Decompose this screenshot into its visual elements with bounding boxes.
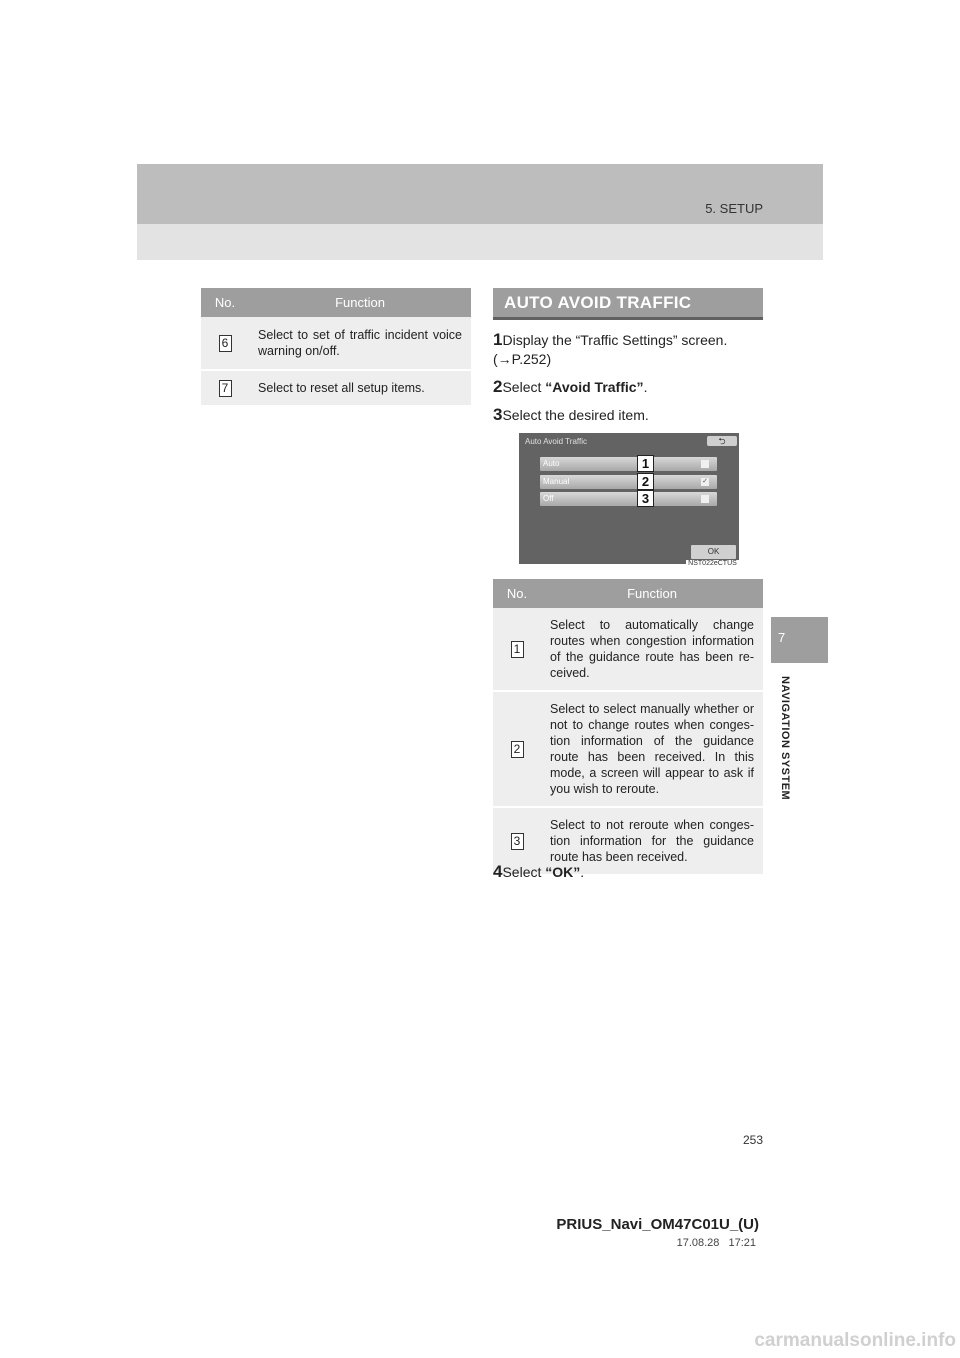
item-number: 7 — [219, 380, 232, 397]
function-table-left — [201, 288, 471, 407]
column-header-no: No. — [201, 288, 249, 317]
option-off[interactable] — [540, 492, 717, 506]
step-text-end: . — [580, 864, 585, 880]
step-number: 4 — [493, 862, 503, 881]
callout-3: 3 — [637, 490, 654, 507]
section-heading-text: AUTO AVOID TRAFFIC — [504, 293, 692, 312]
callout-2: 2 — [637, 473, 654, 490]
table-row — [493, 691, 763, 807]
chapter-title: NAVIGATION SYSTEM — [779, 676, 791, 801]
step-text: Display the “Traffic Settings” screen. (→P.252) — [493, 332, 728, 367]
step-number: 3 — [493, 405, 503, 424]
function-text: Select to select manually whether or not to change routes when conges-tion information of the guidance route has been received. In this mode, a screen will appear to ask if you wish to reroute. — [541, 691, 763, 807]
option-label: Auto — [543, 459, 560, 468]
image-code: NST022eCTUS — [686, 560, 739, 568]
step-4 — [493, 862, 765, 882]
function-text: Select to set of traffic incident voice warning on/off. — [249, 317, 471, 370]
document-timestamp: 17.08.28 17:21 — [676, 1237, 756, 1249]
option-label: Manual — [543, 477, 570, 486]
checkbox-icon — [701, 460, 709, 468]
step-number: 2 — [493, 377, 503, 396]
table-row — [201, 370, 471, 406]
option-manual[interactable] — [540, 475, 717, 489]
step-3 — [493, 405, 765, 425]
table-row — [201, 317, 471, 370]
watermark: carmanualsonline.info — [754, 1330, 956, 1351]
ok-button[interactable]: OK — [691, 545, 736, 559]
step-text: Select — [502, 864, 546, 880]
step-text: Select the desired item. — [502, 407, 649, 423]
page-number: 253 — [743, 1133, 764, 1147]
option-label: Off — [543, 494, 554, 503]
item-number: 3 — [511, 833, 524, 850]
back-button[interactable]: ⮌ — [707, 436, 737, 446]
checkbox-icon: ✓ — [702, 478, 708, 485]
header-subband — [137, 224, 823, 260]
step-button-name: “Avoid Traffic” — [545, 379, 644, 395]
screen-title: Auto Avoid Traffic — [525, 437, 587, 446]
section-label: 5. SETUP — [705, 201, 763, 216]
function-text: Select to reset all setup items. — [249, 370, 471, 406]
step-text: Select — [502, 379, 546, 395]
option-auto[interactable] — [540, 457, 717, 471]
chapter-number: 7 — [778, 630, 786, 645]
step-button-name: “OK” — [545, 864, 581, 880]
step-2 — [493, 377, 765, 397]
item-number: 1 — [511, 641, 524, 658]
item-number: 2 — [511, 741, 524, 758]
step-1 — [493, 330, 765, 369]
step-number: 1 — [493, 330, 503, 349]
table-row — [493, 608, 763, 691]
callout-1: 1 — [637, 455, 654, 472]
function-table-right — [493, 579, 763, 876]
step-text-end: . — [643, 379, 648, 395]
document-id: PRIUS_Navi_OM47C01U_(U) — [556, 1216, 759, 1233]
checkbox-icon — [701, 495, 709, 503]
function-text: Select to not reroute when conges-tion information for the guidance route has been received. — [541, 807, 763, 875]
screen-screenshot — [519, 433, 739, 567]
function-text: Select to automatically change routes when congestion information of the guidance route has been re-ceived. — [541, 608, 763, 691]
item-number: 6 — [219, 335, 232, 352]
section-heading — [493, 288, 763, 320]
column-header-function: Function — [249, 288, 471, 317]
column-header-no: No. — [493, 579, 541, 608]
column-header-function: Function — [541, 579, 763, 608]
